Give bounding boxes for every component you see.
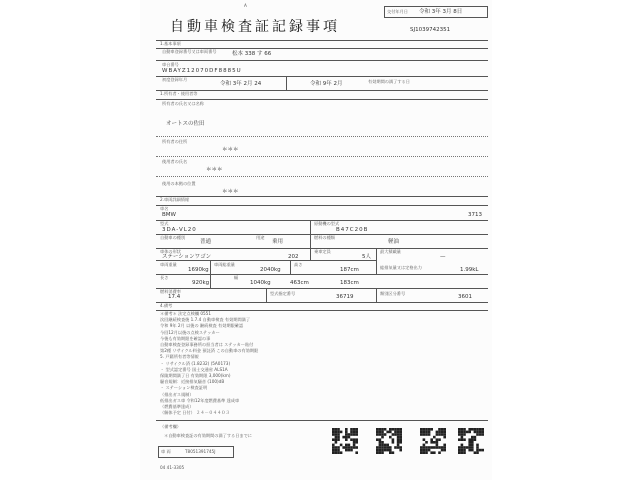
- maxload-label: 最大積載量: [380, 249, 401, 254]
- weight-label: 車両重量: [160, 262, 177, 267]
- use-label: 自動車の種別: [160, 235, 186, 240]
- issue-date-label: 交付年月日: [387, 9, 408, 14]
- disp-value: 1.99kL: [460, 267, 479, 273]
- type-num-label: 型式指定番号: [270, 291, 296, 296]
- note-line: 令和 9年 2月 以後の 継続検査 有効期限確認: [160, 323, 244, 329]
- chassis-value: WBAYZ12070DF8885U: [162, 68, 242, 74]
- axle-rear: 1040kg: [250, 280, 271, 286]
- document-title: 自動車検査証記録事項: [170, 19, 340, 35]
- reg-label: 自動車登録番号又は車両番号: [162, 49, 217, 54]
- user-address-label: 使用の本拠の位置: [162, 181, 196, 186]
- note-line: ・ リサイクル済 (1.8232) (5A0173): [160, 360, 231, 366]
- owner-address-value: ＊＊＊: [222, 147, 239, 153]
- user-section-label: 1.所有者・使用者等: [160, 91, 198, 96]
- user-name-value: ＊＊＊: [206, 167, 223, 173]
- issue-date-box: [384, 6, 488, 18]
- note-line: （解体予定 日付） ２４－０４４０３: [160, 410, 230, 416]
- fuel-label: 燃料の種類: [314, 235, 335, 240]
- user-address-value: ＊＊＊: [222, 189, 239, 195]
- expiry-note: 有効期間の満了する日: [368, 79, 410, 84]
- class-num-label: 類別区分番号: [380, 291, 406, 296]
- length-value: 463cm: [290, 280, 309, 286]
- note-line: 騒音規制：近接排気騒音 (100)dB: [160, 379, 225, 385]
- footer-note-label: （備考欄）: [160, 424, 181, 429]
- note-line: 保険期間満了日 有効期限 3,000(km): [160, 373, 231, 378]
- first-reg-value: 令和 3年 2月 24: [220, 81, 262, 87]
- note-line: 今回12月以後の点検ステッカー: [160, 329, 220, 335]
- first-reg-label: 初度登録年月: [162, 77, 188, 82]
- top-mark: A: [244, 3, 247, 8]
- length-label: 長さ: [160, 275, 169, 280]
- seats-label: 乗車定員: [314, 249, 331, 254]
- note-line: ・ ステーション検査証明: [160, 385, 208, 391]
- note-line: 5. 戸籍所有者等情報: [160, 354, 199, 360]
- width-value: 183cm: [340, 280, 359, 286]
- maker-value: BMW: [162, 212, 176, 218]
- note-line: 今後も有効期限を確認の事: [160, 335, 211, 341]
- document-sheet: [140, 0, 492, 480]
- note-line: （排出ガス規制）: [160, 391, 194, 397]
- owner-name-value: オートスの佐田: [166, 121, 205, 127]
- qr-code-2-icon: [376, 428, 402, 454]
- fuel-rate-value: 17.4: [168, 294, 181, 300]
- section1-label: 1.基本事項: [160, 41, 181, 46]
- qr-code-4-icon: [458, 428, 484, 454]
- chassis-label: 車台番号: [162, 62, 179, 67]
- stamp-box: [158, 446, 234, 458]
- note-line: （燃費基準達成）: [160, 404, 194, 409]
- qr-code-1-icon: [332, 428, 358, 454]
- class-num-value: 3601: [458, 294, 472, 300]
- stamp-value: T8051391745J: [185, 449, 216, 454]
- serial-number: SJ1039742351: [410, 27, 451, 33]
- model-label: 型式: [160, 221, 169, 226]
- note-line: 低排出ガス車 令和12年度燃費基準 達成車: [160, 397, 240, 403]
- stamp-label: 車 両: [161, 449, 171, 454]
- note-line: ＊備考＊ 法定点検欄 0551: [160, 311, 212, 316]
- purpose-label: 用途: [256, 235, 265, 240]
- owner-name-label: 所有者の氏名又は名称: [162, 101, 204, 106]
- expiry-value: 令和 9年 2月: [310, 81, 343, 87]
- fuel-value: 軽油: [388, 239, 400, 245]
- section2-label: 2.車両詳細情報: [160, 197, 190, 202]
- fuel-rate-label: 燃料消費率: [160, 289, 181, 294]
- type-num-value: 36719: [336, 294, 354, 300]
- note-line: ・ 型式認定番号 国土交通省 ALS1A: [160, 366, 228, 372]
- reg-value: 松本 338 す 66: [232, 51, 272, 57]
- weight-value: 1690kg: [188, 267, 209, 273]
- seats-value: 5人: [362, 254, 371, 260]
- maker-code: 3713: [468, 212, 482, 218]
- height-value: 187cm: [340, 267, 359, 273]
- maker-label: 車名: [160, 206, 169, 211]
- disp-label: 総排気量又は定格出力: [380, 265, 422, 270]
- issue-date-value: 令和 3年 3月 8日: [419, 9, 463, 15]
- bottom-code: 04 41-3305: [160, 465, 185, 470]
- purpose-value: 乗用: [272, 239, 284, 245]
- width-label: 幅: [234, 275, 239, 280]
- height-label: 高さ: [294, 262, 303, 267]
- shape-label: 車体の形状: [160, 249, 181, 254]
- note-line: 自動車検査登録事務所の担当者は ステッカー貼付: [160, 342, 254, 347]
- shape-value: ステーションワゴン: [162, 254, 212, 260]
- gross-value: 2040kg: [260, 267, 281, 273]
- qr-code-3-icon: [420, 428, 446, 454]
- owner-address-label: 所有者の住所: [162, 139, 188, 144]
- shape-code: 202: [288, 254, 299, 260]
- user-name-label: 使用者の氏名: [162, 159, 188, 164]
- footer-note-text: ＊自動車検査証の有効期間の満了する日までに: [164, 433, 252, 438]
- use-value: 普通: [200, 239, 212, 245]
- maxload-value: —: [440, 254, 446, 260]
- engine-value: B47C20B: [336, 227, 369, 233]
- note-line: 第2種 リサイクル料金 預託済 この自動車の有効期限: [160, 348, 259, 354]
- engine-label: 原動機の型式: [314, 221, 340, 226]
- gross-label: 車両総重量: [214, 262, 235, 267]
- model-value: 3DA-VL20: [162, 227, 197, 233]
- section3-label: 4.備考: [160, 303, 173, 308]
- note-line: 次回継続検査後 1.7.4 自動車検査 有効期間満了: [160, 317, 251, 323]
- axle-front: 920kg: [192, 280, 210, 286]
